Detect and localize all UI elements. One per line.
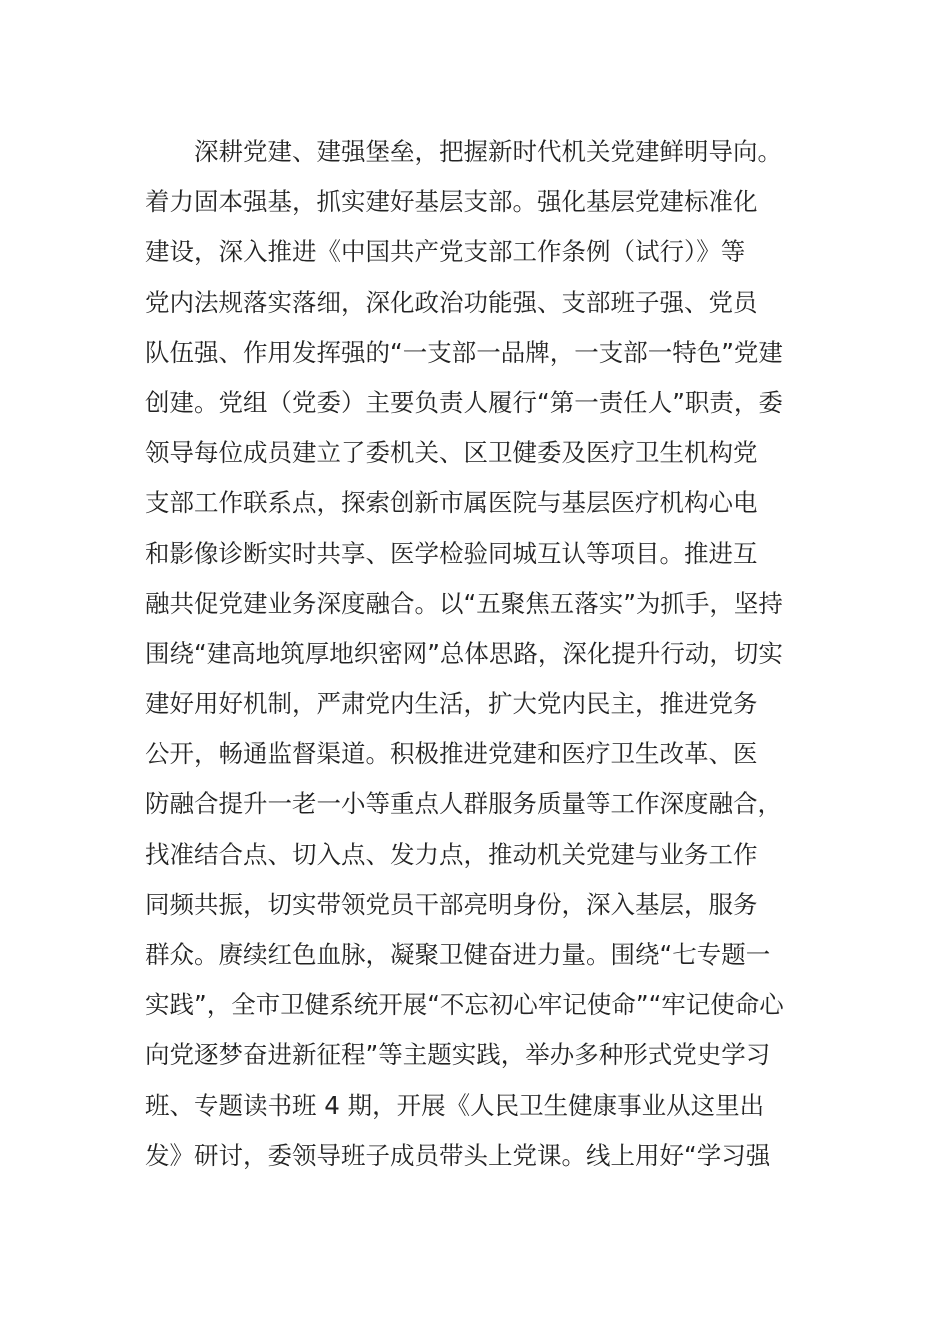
paragraph-line-17: 群众。赓续红色血脉，凝聚卫健奋进力量。围绕“七专题一 (145, 940, 771, 969)
paragraph-line-12: 建好用好机制，严肃党内生活，扩大党内民主，推进党务 (145, 689, 758, 719)
paragraph-line-2: 着力固本强基，抓实建好基层支部。强化基层党建标准化 (145, 187, 758, 217)
paragraph-line-10: 融共促党建业务深度融合。以“五聚焦五落实”为抓手，坚持 (145, 588, 783, 618)
paragraph-line-7: 领导每位成员建立了委机关、区卫健委及医疗卫生机构党 (145, 438, 758, 468)
paragraph-line-16: 同频共振，切实带领党员干部亮明身份，深入基层，服务 (145, 889, 758, 919)
paragraph-line-8: 支部工作联系点，探索创新市属医院与基层医疗机构心电 (145, 488, 758, 518)
paragraph-line-20: 班、专题读书班 4 期，开展《人民卫生健康事业从这里出 (145, 1090, 765, 1120)
paragraph-line-19: 向党逐梦奋进新征程”等主题实践，举办多种形式党史学习 (145, 1040, 771, 1070)
paragraph-line-13: 公开，畅通监督渠道。积极推进党建和医疗卫生改革、医 (145, 739, 758, 769)
paragraph-line-4: 党内法规落实落细，深化政治功能强、支部班子强、党员 (145, 287, 758, 317)
paragraph-line-15: 找准结合点、切入点、发力点，推动机关党建与业务工作 (145, 839, 758, 869)
paragraph-line-14: 防融合提升一老一小等重点人群服务质量等工作深度融合， (145, 789, 782, 819)
paragraph-line-21: 发》研讨，委领导班子成员带头上党课。线上用好“学习强 (145, 1140, 771, 1170)
paragraph-line-9: 和影像诊断实时共享、医学检验同城互认等项目。推进互 (145, 538, 758, 568)
paragraph-line-11: 围绕“建高地筑厚地织密网”总体思路，深化提升行动，切实 (145, 638, 783, 668)
paragraph-line-5: 队伍强、作用发挥强的“一支部一品牌，一支部一特色”党建 (145, 337, 783, 367)
body-paragraph (145, 127, 805, 1181)
paragraph-line-18: 实践”，全市卫健系统开展“不忘初心牢记使命”“牢记使命心 (145, 990, 784, 1020)
paragraph-line-6: 创建。党组（党委）主要负责人履行“第一责任人”职责，委 (145, 387, 783, 417)
paragraph-line-3: 建设，深入推进《中国共产党支部工作条例（试行）》等 (145, 237, 746, 267)
paragraph-line-1: 深耕党建、建强堡垒，把握新时代机关党建鲜明导向。 (194, 137, 782, 166)
